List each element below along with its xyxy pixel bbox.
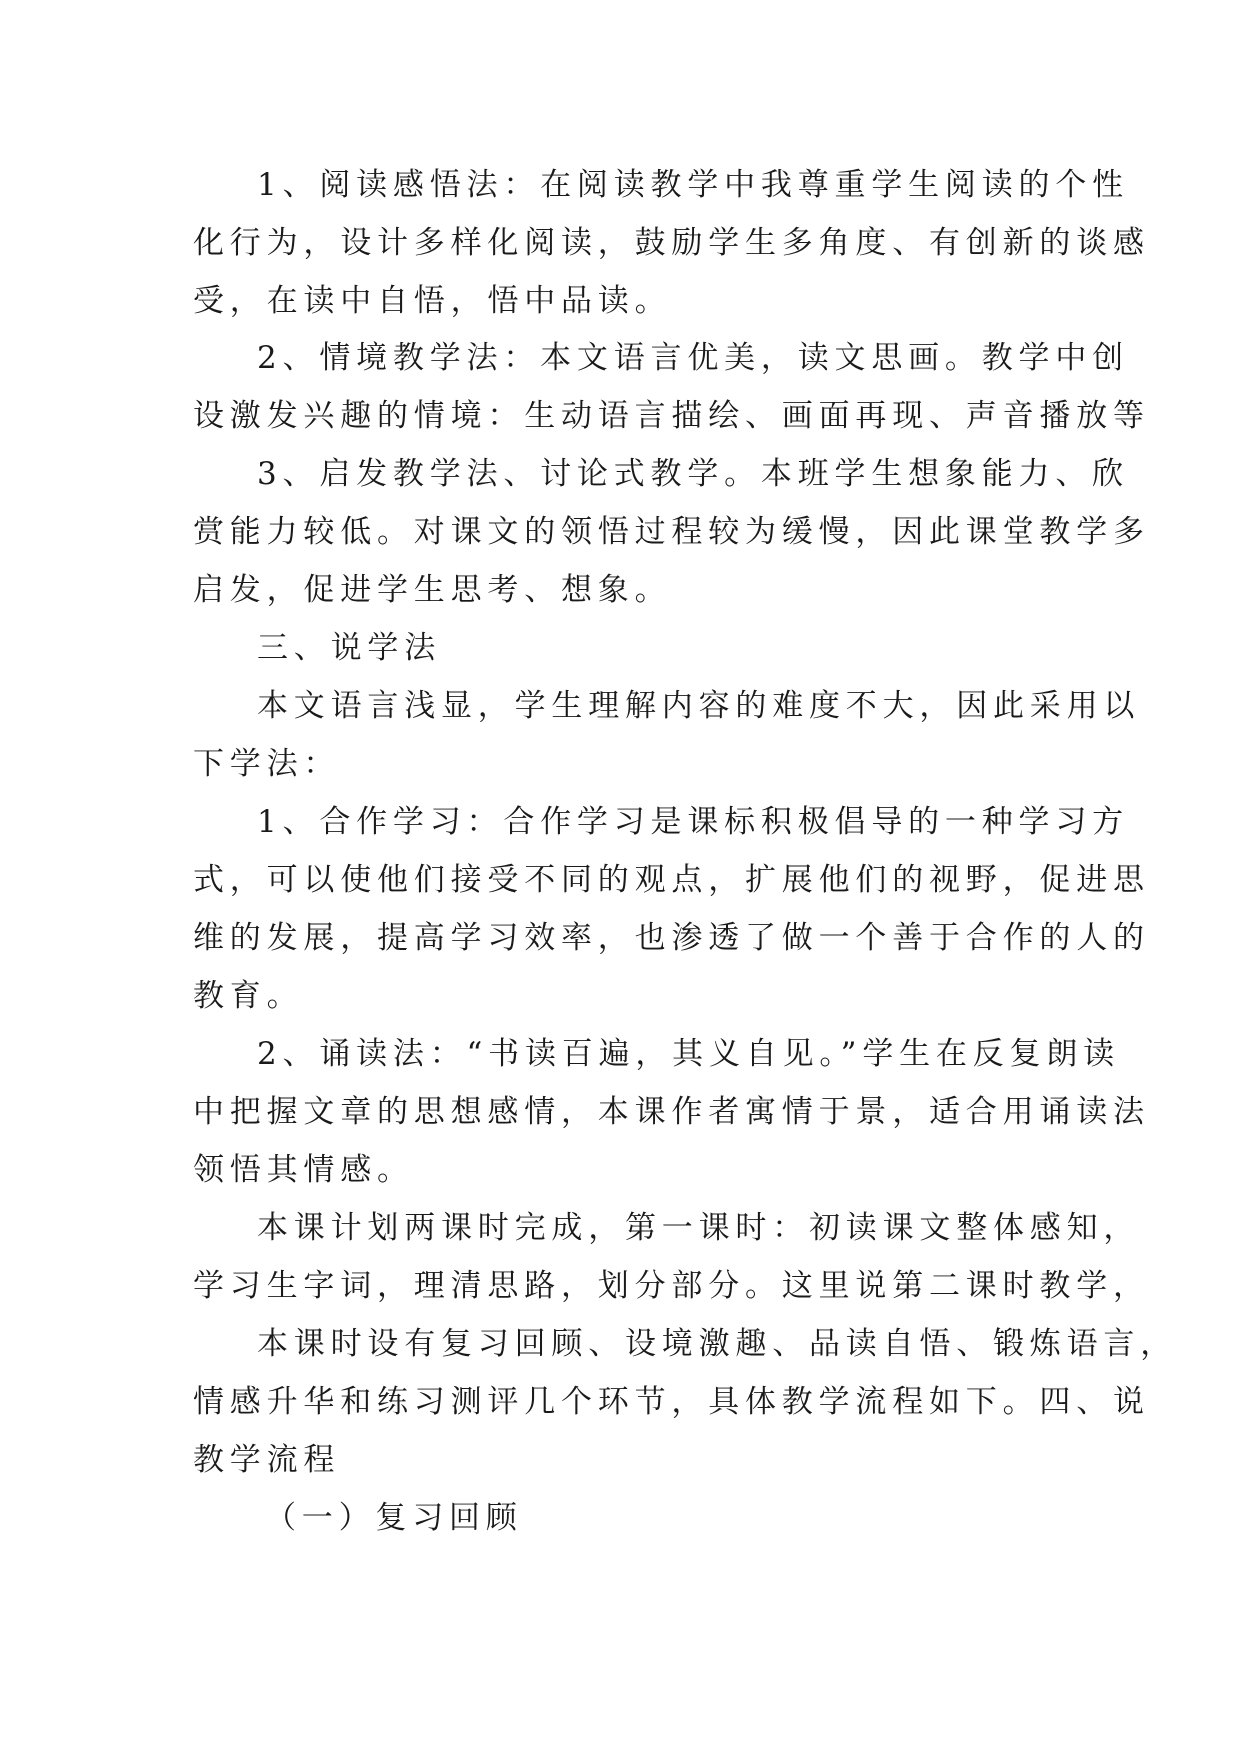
text-line: 设激发兴趣的情境：生动语言描绘、画面再现、声音播放等	[193, 398, 1150, 434]
text-line: 赏能力较低。对课文的领悟过程较为缓慢，因此课堂教学多	[193, 514, 1150, 550]
text-line: 教育。	[193, 978, 304, 1014]
text-line: 领悟其情感。	[193, 1152, 414, 1188]
text-line: 2、诵读法：“书读百遍，其义自见。”学生在反复朗读	[257, 1036, 1120, 1072]
text-line: 式，可以使他们接受不同的观点，扩展他们的视野，促进思	[193, 862, 1150, 898]
text-line: 1、阅读感悟法：在阅读教学中我尊重学生阅读的个性	[257, 167, 1129, 203]
text-line: 2、情境教学法：本文语言优美，读文思画。教学中创	[257, 340, 1129, 376]
text-line: 中把握文章的思想感情，本课作者寓情于景，适合用诵读法	[193, 1094, 1150, 1130]
text-line: 本文语言浅显，学生理解内容的难度不大，因此采用以	[257, 688, 1141, 724]
subsection-heading: （一）复习回顾	[265, 1500, 523, 1536]
text-line: 3、启发教学法、讨论式教学。本班学生想象能力、欣	[257, 456, 1129, 492]
text-line: 本课时设有复习回顾、设境激趣、品读自悟、锻炼语言，	[257, 1326, 1177, 1362]
text-line: 启发，促进学生思考、想象。	[193, 572, 672, 608]
text-line: 维的发展，提高学习效率，也渗透了做一个善于合作的人的	[193, 920, 1150, 956]
text-line: 1、合作学习：合作学习是课标积极倡导的一种学习方	[257, 804, 1129, 840]
text-line: 下学法：	[193, 746, 341, 782]
text-line: 情感升华和练习测评几个环节，具体教学流程如下。四、说	[193, 1384, 1150, 1420]
text-line: 教学流程	[193, 1442, 341, 1478]
section-heading: 三、说学法	[257, 630, 441, 666]
text-line: 化行为，设计多样化阅读，鼓励学生多角度、有创新的谈感	[193, 225, 1150, 261]
text-line: 本课计划两课时完成，第一课时：初读课文整体感知，	[257, 1210, 1141, 1246]
text-line: 受，在读中自悟，悟中品读。	[193, 283, 672, 319]
text-line: 学习生字词，理清思路，划分部分。这里说第二课时教学，	[193, 1268, 1150, 1304]
